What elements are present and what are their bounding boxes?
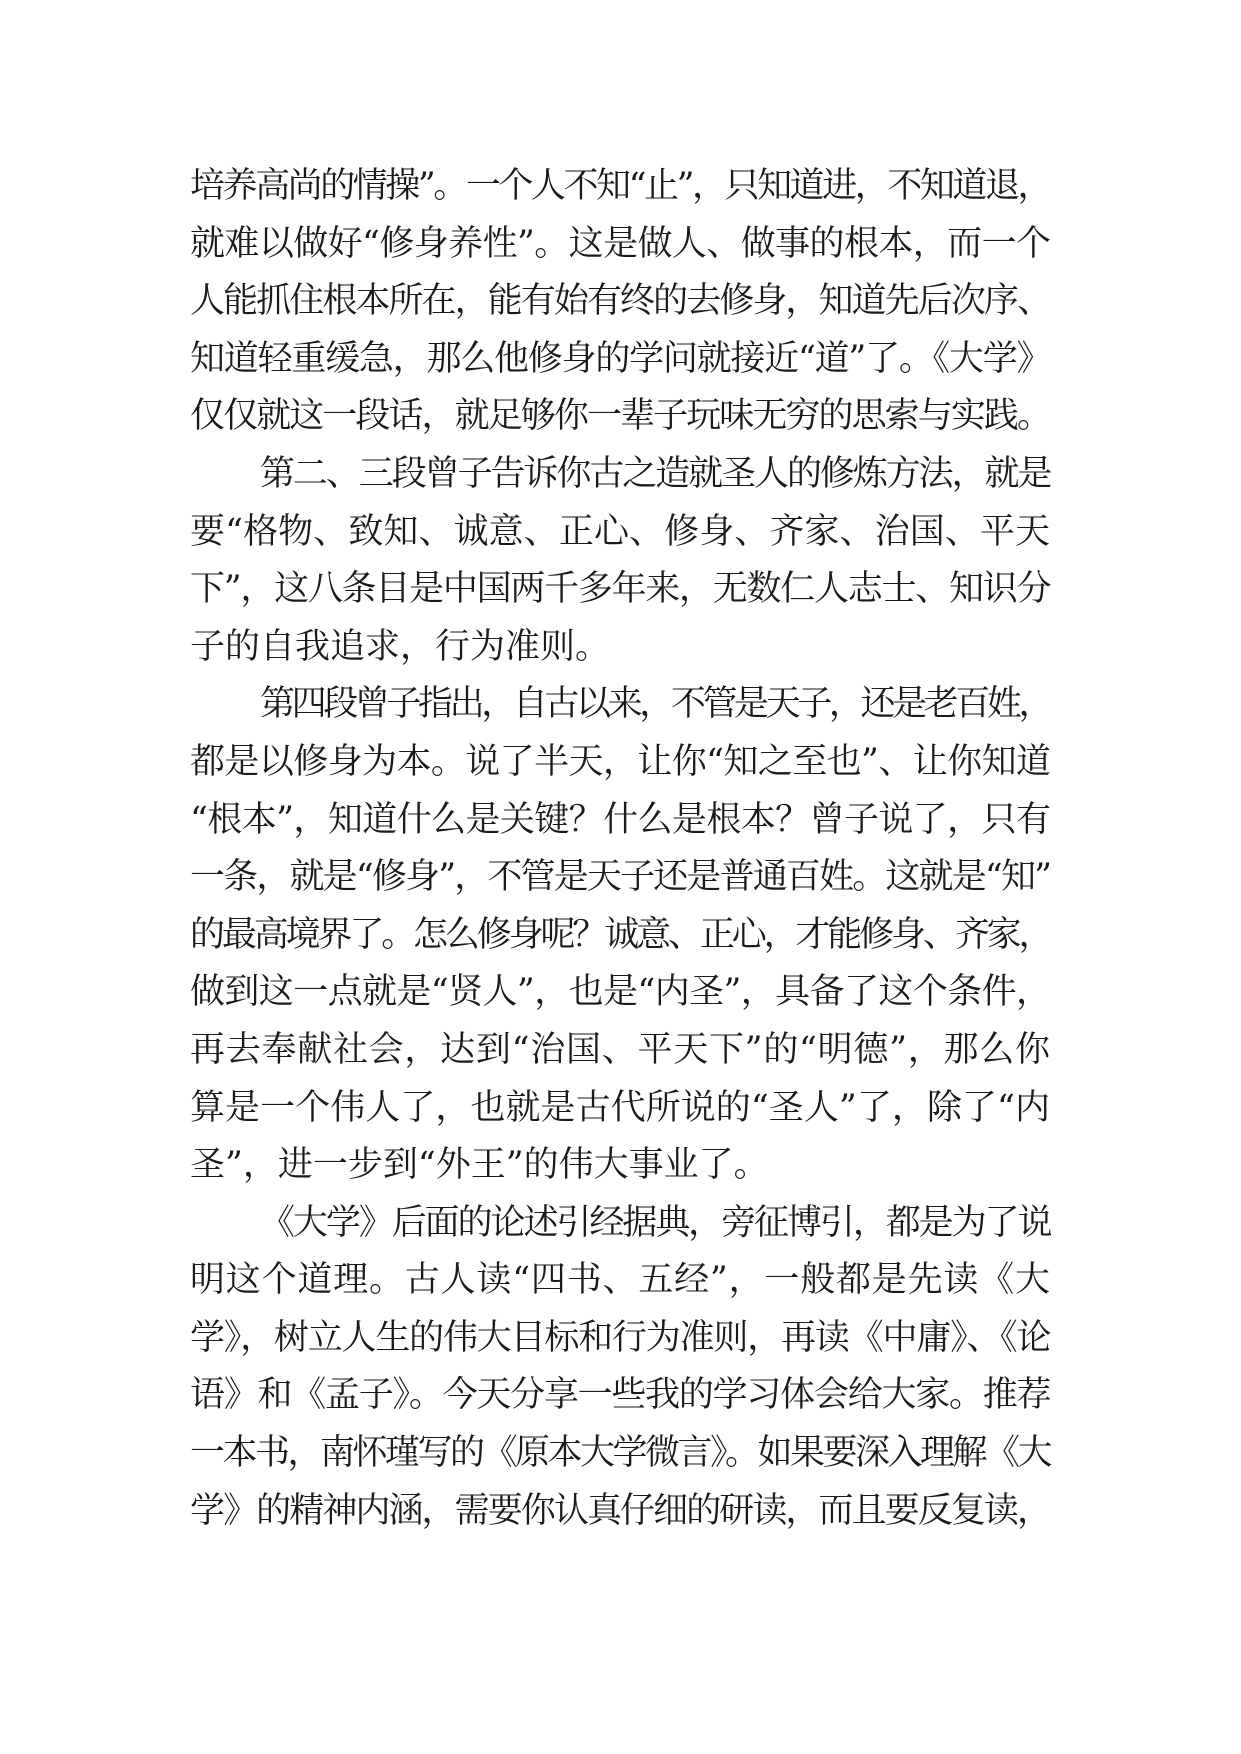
text-line: 一条，就是“修身”，不管是天子还是普通百姓。这就是“知” bbox=[190, 857, 1050, 898]
text-line: 知道轻重缓急，那么他修身的学问就接近“道”了。《大学》 bbox=[190, 338, 1050, 379]
text-line: “根本”，知道什么是关键？什么是根本？曾子说了，只有 bbox=[190, 799, 1050, 840]
text-line: 人能抓住根本所在，能有始有终的去修身，知道先后次序、 bbox=[190, 281, 1050, 322]
text-line: 就难以做好“修身养性”。这是做人、做事的根本，而一个 bbox=[190, 223, 1050, 264]
text-line: 学》的精神内涵，需要你认真仔细的研读，而且要反复读， bbox=[190, 1490, 1050, 1531]
text-line: 都是以修身为本。说了半天，让你“知之至也”、让你知道 bbox=[190, 741, 1050, 782]
text-line: 仅仅就这一段话，就足够你一辈子玩味无穷的思索与实践。 bbox=[190, 396, 1050, 437]
text-line: 子的自我追求，行为准则。 bbox=[190, 626, 611, 667]
text-line: 培养高尚的情操”。一个人不知“止”，只知道进，不知道退， bbox=[190, 166, 1050, 206]
text-line: 下”，这八条目是中国两千多年来，无数仁人志士、知识分 bbox=[190, 569, 1050, 610]
text-line: 的最高境界了。怎么修身呢？诚意、正心，才能修身、齐家， bbox=[190, 914, 1050, 955]
text-line: 第四段曾子指出，自古以来，不管是天子，还是老百姓， bbox=[260, 684, 1050, 725]
text-line: 圣”，进一步到“外王”的伟大事业了。 bbox=[190, 1145, 769, 1186]
text-line: 算是一个伟人了，也就是古代所说的“圣人”了，除了“内 bbox=[190, 1087, 1050, 1128]
text-line: 一本书，南怀瑾写的《原本大学微言》。如果要深入理解《大 bbox=[190, 1433, 1051, 1474]
text-line: 再去奉献社会，达到“治国、平天下”的“明德”，那么你 bbox=[190, 1029, 1050, 1070]
text-line: 《大学》后面的论述引经据典，旁征博引，都是为了说 bbox=[260, 1202, 1050, 1243]
body-text bbox=[190, 158, 1050, 1540]
text-line: 做到这一点就是“贤人”，也是“内圣”，具备了这个条件， bbox=[190, 972, 1050, 1013]
text-line: 学》，树立人生的伟大目标和行为准则，再读《中庸》、《论 bbox=[190, 1317, 1050, 1358]
text-line: 语》和《孟子》。今天分享一些我的学习体会给大家。推荐 bbox=[190, 1375, 1050, 1416]
text-line: 明这个道理。古人读“四书、五经”，一般都是先读《大 bbox=[190, 1260, 1050, 1301]
text-line: 第二、三段曾子告诉你古之造就圣人的修炼方法，就是 bbox=[260, 453, 1050, 494]
text-line: 要“格物、致知、诚意、正心、修身、齐家、治国、平天 bbox=[190, 511, 1050, 552]
